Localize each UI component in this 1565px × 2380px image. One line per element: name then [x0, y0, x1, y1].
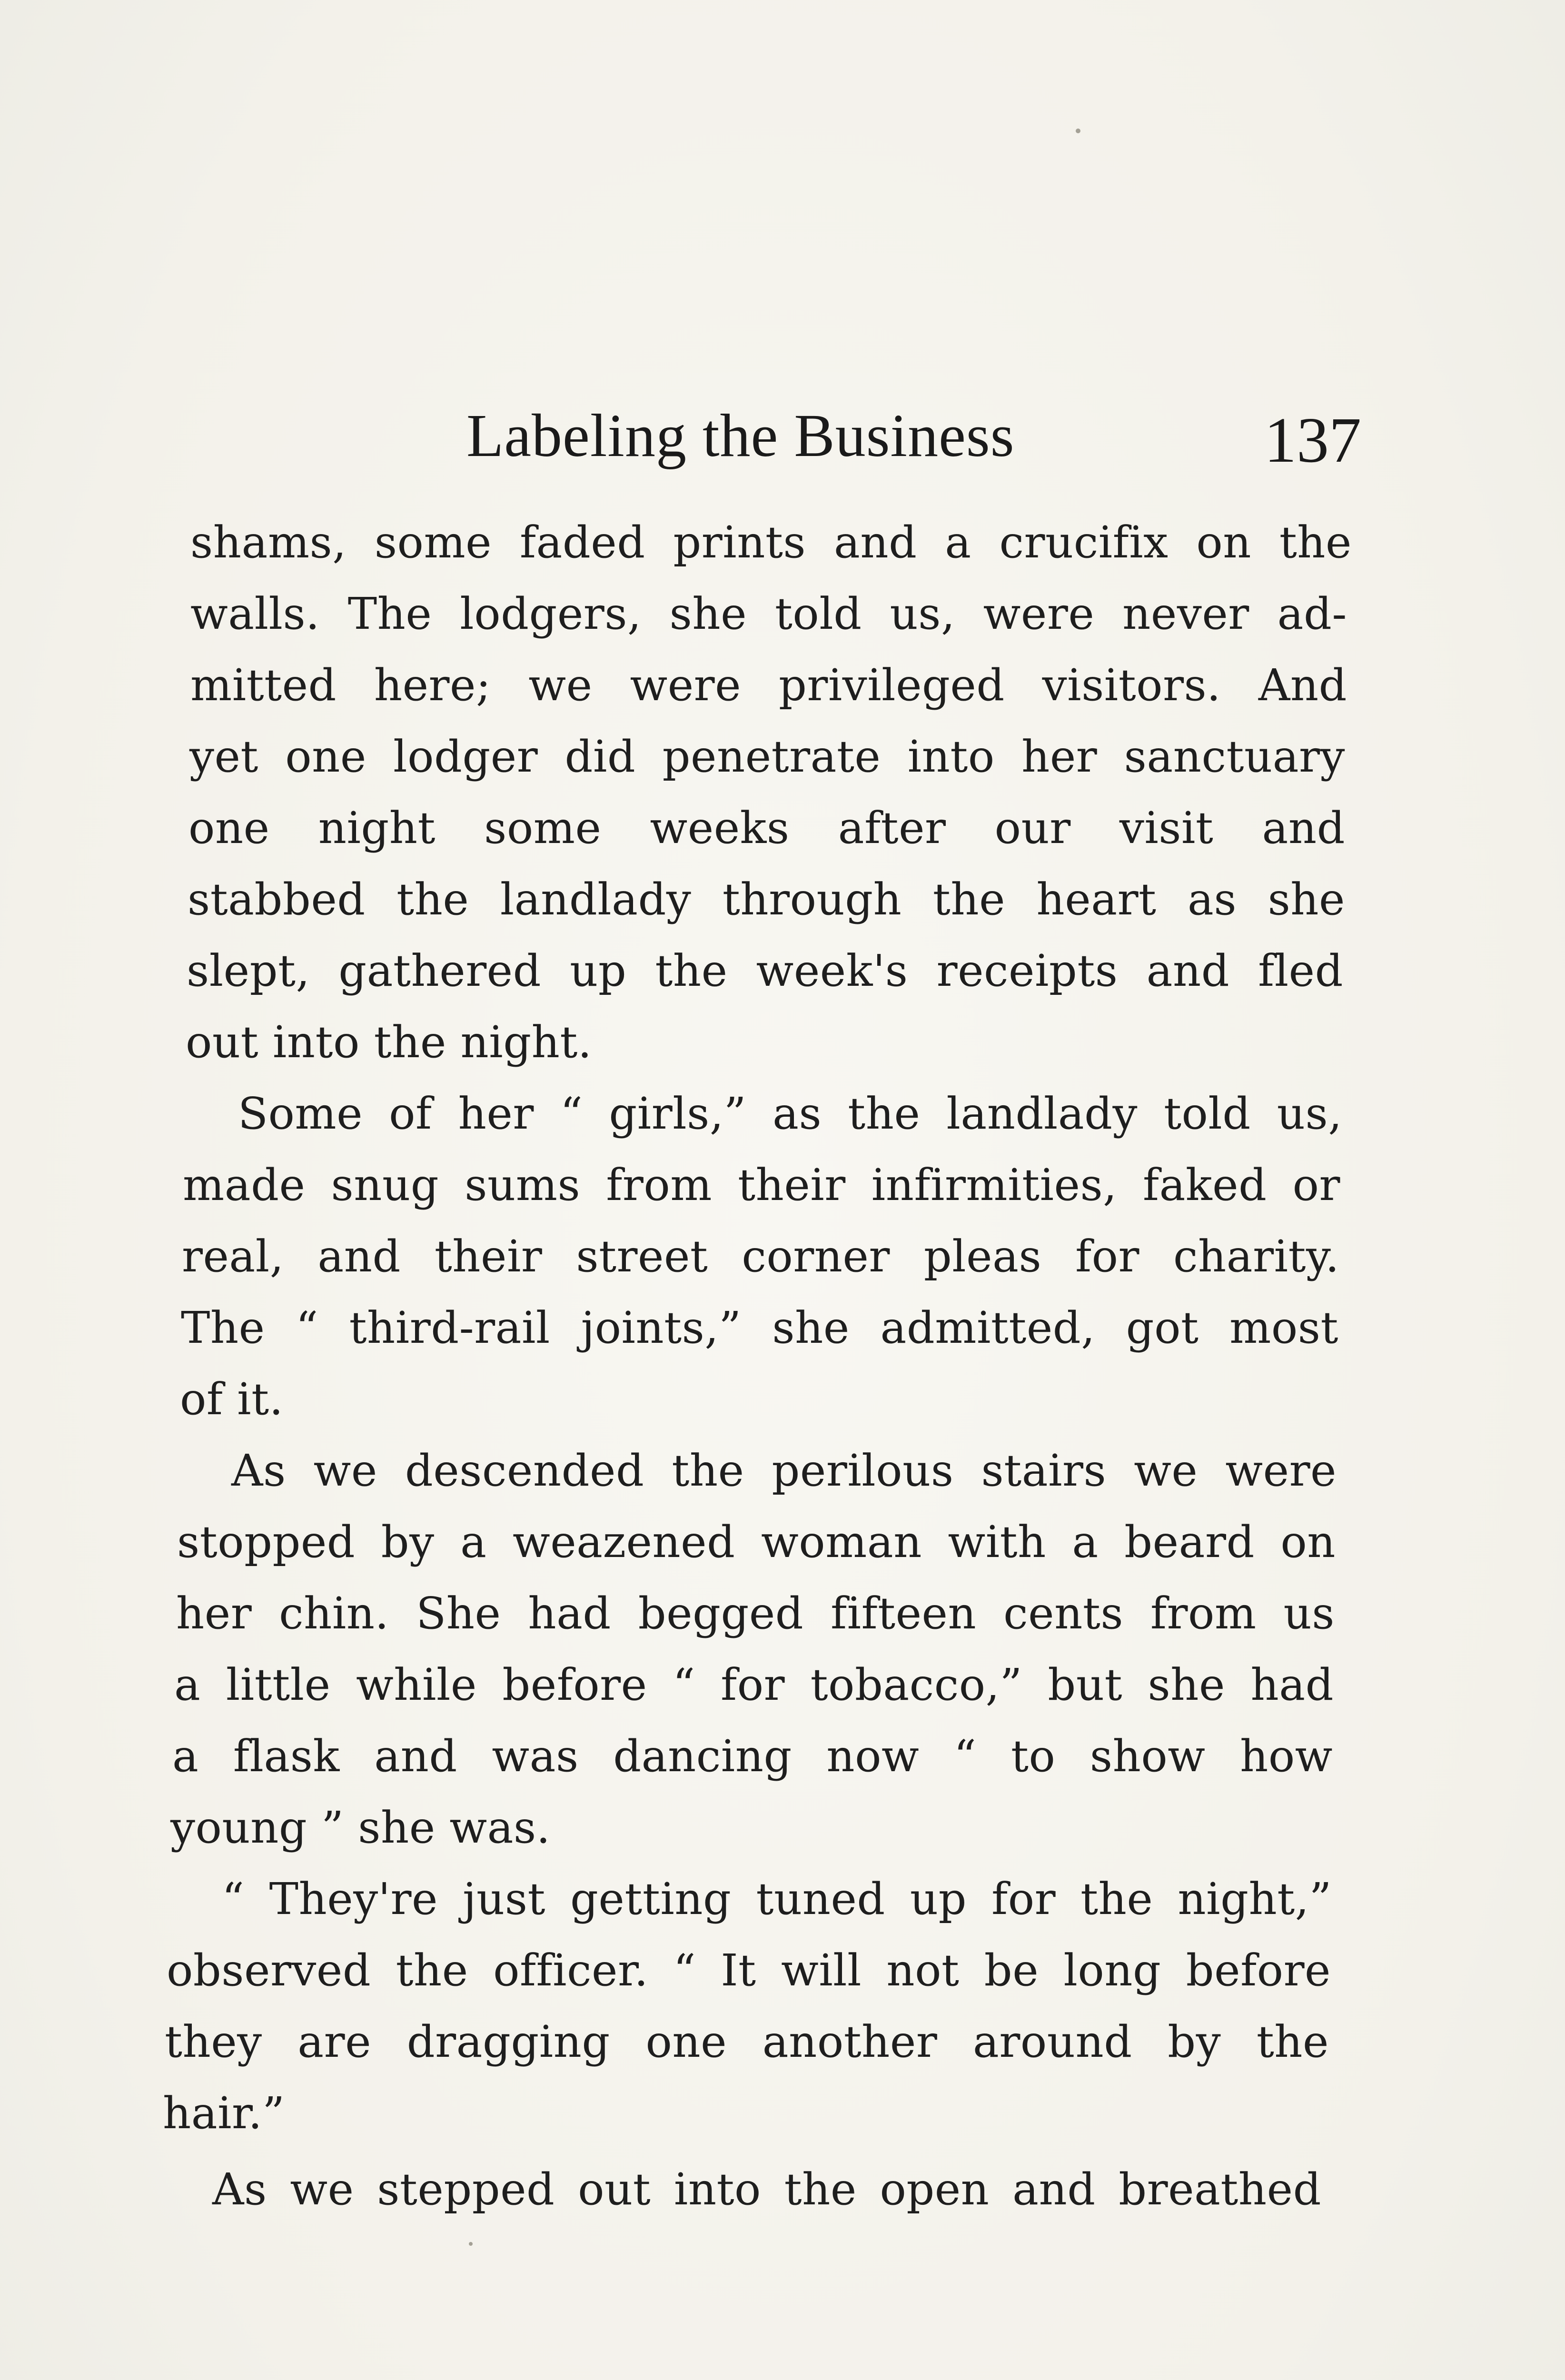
- page-number: 137: [1264, 405, 1361, 476]
- text-line: they are dragging one another around by the: [165, 2016, 1329, 2067]
- text-line: walls. The lodgers, she told us, were never ad-: [190, 588, 1347, 639]
- text-line: her chin. She had begged fifteen cents from us: [176, 1588, 1335, 1639]
- text-line: mitted here; we were privileged visitors. And: [190, 660, 1347, 711]
- text-line: made snug sums from their infirmities, faked or: [183, 1160, 1340, 1210]
- text-line: slept, gathered up the week's receipts and fled: [187, 945, 1343, 996]
- paper-speck: [469, 2242, 473, 2246]
- text-line: “ They're just getting tuned up for the night,”: [222, 1874, 1332, 1924]
- text-line: As we descended the perilous stairs we were: [231, 1445, 1337, 1496]
- text-line: The “ third-rail joints,” she admitted, got most: [181, 1302, 1338, 1353]
- text-line: one night some weeks after our visit and: [188, 803, 1345, 853]
- text-line: Some of her “ girls,” as the landlady told us,: [238, 1088, 1342, 1139]
- text-line: young ” she was.: [170, 1802, 551, 1853]
- text-line: real, and their street corner pleas for charity.: [182, 1231, 1339, 1282]
- text-line: out into the night.: [186, 1017, 592, 1068]
- text-line: As we stepped out into the open and breathed: [212, 2164, 1321, 2215]
- text-line: yet one lodger did penetrate into her sanctuary: [189, 731, 1345, 782]
- text-line: stopped by a weazened woman with a beard on: [177, 1517, 1336, 1567]
- text-line: hair.”: [163, 2088, 285, 2139]
- paper-speck: [1076, 129, 1080, 133]
- text-line: stabbed the landlady through the heart as she: [188, 874, 1345, 925]
- text-line: shams, some faded prints and a crucifix on the: [190, 517, 1352, 568]
- text-line: of it.: [180, 1374, 284, 1425]
- text-line: a little while before “ for tobacco,” but she had: [174, 1659, 1334, 1710]
- page-header: [466, 395, 1361, 476]
- text-line: a flask and was dancing now “ to show how: [172, 1731, 1333, 1782]
- text-line: observed the officer. “ It will not be long before: [167, 1945, 1331, 1996]
- running-head: Labeling the Business: [466, 402, 1015, 469]
